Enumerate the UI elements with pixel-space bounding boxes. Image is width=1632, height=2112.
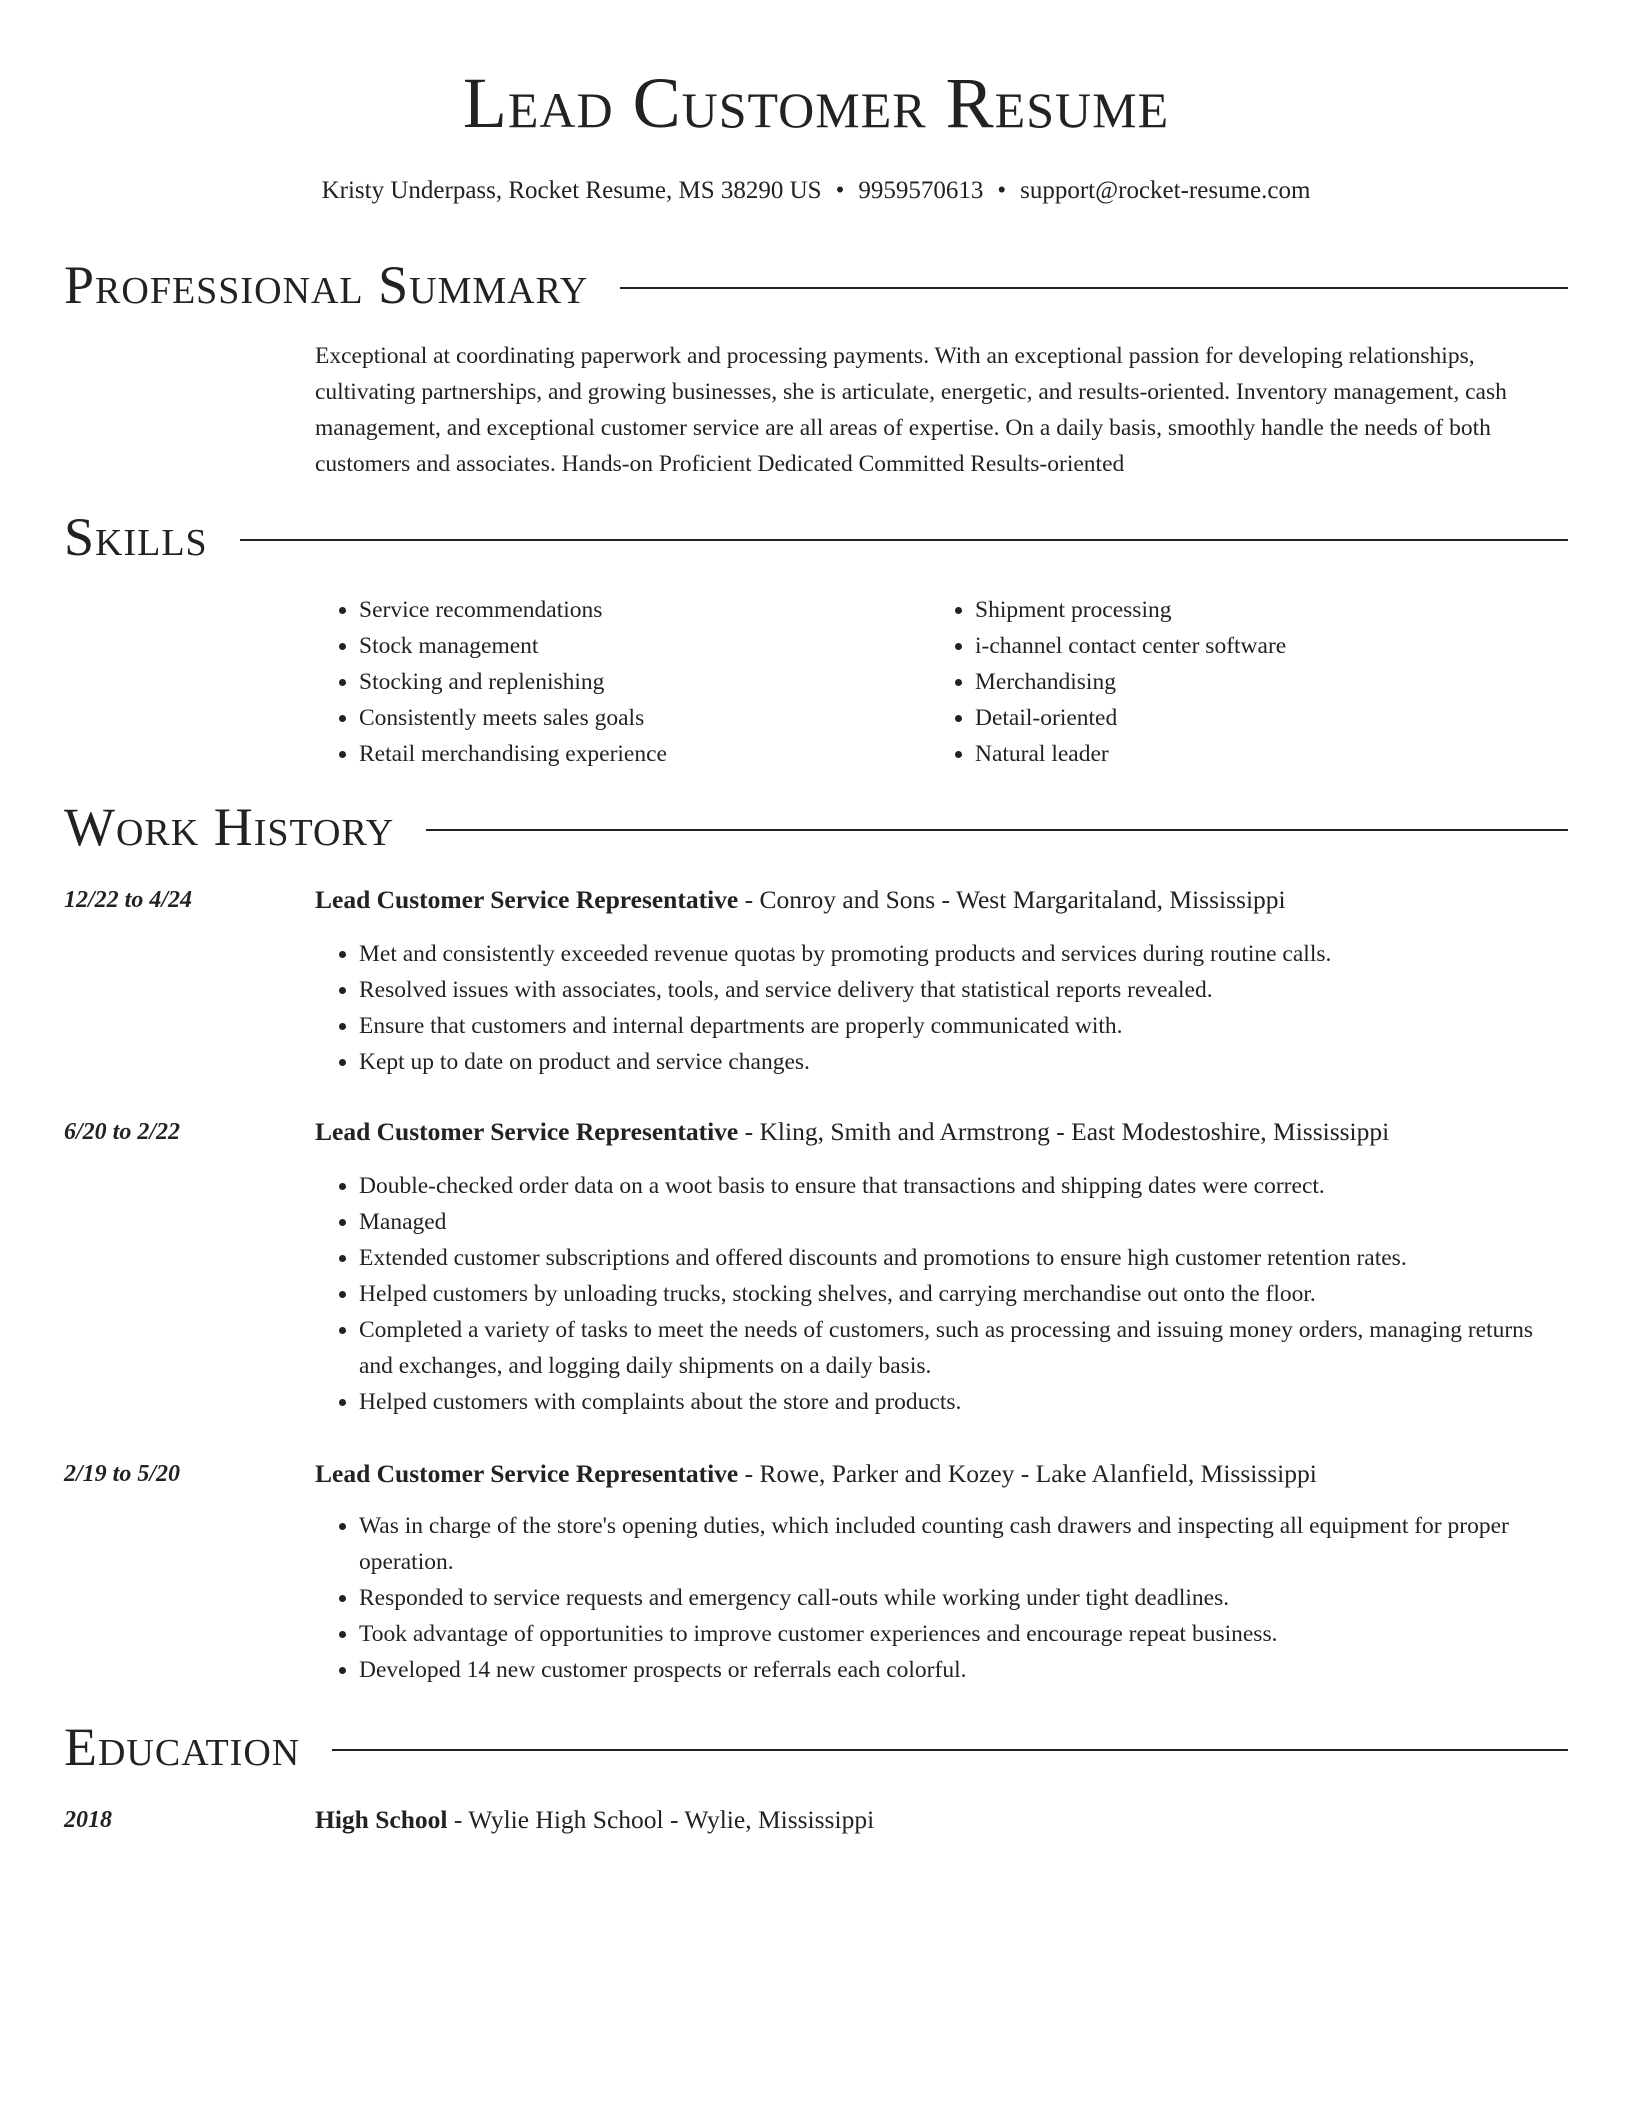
job-bullet: • Helped customers by unloading trucks, stocking shelves, and carrying merchandise out onto the floor. bbox=[359, 1276, 1568, 1312]
job-title: Lead Customer Service Representative bbox=[315, 1117, 739, 1146]
education-heading bbox=[315, 1802, 1568, 1838]
job-responsibilities bbox=[315, 1508, 1568, 1688]
education-year: 2018 bbox=[64, 1807, 112, 1833]
job-bullet: • Ensure that customers and internal departments are properly communicated with. bbox=[359, 1008, 1568, 1044]
skill-item: • Shipment processing bbox=[975, 592, 1511, 628]
section-title-work-history: Work History bbox=[64, 797, 395, 857]
section-divider bbox=[332, 1749, 1568, 1751]
section-header-skills bbox=[64, 502, 1568, 572]
contact-phone: 9959570613 bbox=[858, 177, 984, 204]
contact-address: Kristy Underpass, Rocket Resume, MS 38290 US bbox=[321, 177, 822, 204]
job-bullet-list bbox=[315, 1508, 1568, 1688]
job-bullet: • Managed bbox=[359, 1204, 1568, 1240]
job-employer-location: - Rowe, Parker and Kozey - Lake Alanfield, Mississippi bbox=[738, 1459, 1317, 1488]
contact-line bbox=[0, 174, 1632, 208]
job-title: Lead Customer Service Representative bbox=[315, 885, 739, 914]
job-bullet: • Helped customers with complaints about the store and products. bbox=[359, 1384, 1568, 1420]
job-bullet: • Was in charge of the store's opening duties, which included counting cash drawers and inspecting all equipment for proper operation. bbox=[359, 1508, 1568, 1580]
skill-item: • Merchandising bbox=[975, 664, 1511, 700]
section-header-work-history bbox=[64, 792, 1568, 862]
section-divider bbox=[620, 287, 1568, 289]
job-heading bbox=[315, 882, 1568, 918]
job-bullet: • Developed 14 new customer prospects or referrals each colorful. bbox=[359, 1652, 1568, 1688]
job-bullet: • Took advantage of opportunities to improve customer experiences and encourage repeat business. bbox=[359, 1616, 1568, 1652]
job-heading bbox=[315, 1456, 1568, 1492]
skill-item: • Retail merchandising experience bbox=[359, 736, 895, 772]
section-header-summary bbox=[64, 250, 1568, 320]
job-responsibilities bbox=[315, 936, 1568, 1080]
skills-column-right bbox=[931, 592, 1511, 772]
skill-item: • Consistently meets sales goals bbox=[359, 700, 895, 736]
job-bullet-list bbox=[315, 936, 1568, 1080]
skill-item: • i-channel contact center software bbox=[975, 628, 1511, 664]
skills-list-right bbox=[931, 592, 1511, 772]
job-bullet: • Double-checked order data on a woot basis to ensure that transactions and shipping dates were correct. bbox=[359, 1168, 1568, 1204]
job-bullet: • Completed a variety of tasks to meet the needs of customers, such as processing and issuing money orders, managing returns and exchanges, and logging daily shipments on a daily basis. bbox=[359, 1312, 1568, 1384]
section-divider bbox=[426, 829, 1568, 831]
job-dates: 2/19 to 5/20 bbox=[64, 1461, 181, 1487]
skill-item: • Stock management bbox=[359, 628, 895, 664]
job-bullet: • Resolved issues with associates, tools, and service delivery that statistical reports revealed. bbox=[359, 972, 1568, 1008]
job-responsibilities bbox=[315, 1168, 1568, 1420]
section-title-skills: Skills bbox=[64, 507, 208, 567]
job-bullet: • Kept up to date on product and service changes. bbox=[359, 1044, 1568, 1080]
job-bullet-list bbox=[315, 1168, 1568, 1420]
job-bullet: • Extended customer subscriptions and offered discounts and promotions to ensure high customer retention rates. bbox=[359, 1240, 1568, 1276]
section-title-summary: Professional Summary bbox=[64, 255, 589, 315]
contact-separator: • bbox=[835, 177, 845, 204]
education-school-location: - Wylie High School - Wylie, Mississippi bbox=[447, 1805, 875, 1834]
job-heading bbox=[315, 1114, 1568, 1150]
skill-item: • Service recommendations bbox=[359, 592, 895, 628]
section-title-education: Education bbox=[64, 1717, 301, 1777]
skill-item: • Stocking and replenishing bbox=[359, 664, 895, 700]
summary-text: Exceptional at coordinating paperwork and processing payments. With an exceptional passion for developing relationships, cultivating partnerships, and growing businesses, she is articulate, energetic, and results-oriented. Inventory management, cash management, and exceptional customer service are all areas of expertise. On a daily basis, smoothly handle the needs of both customers and associates. Hands-on Proficient Dedicated Committed Results-oriented bbox=[315, 343, 1507, 477]
contact-separator: • bbox=[997, 177, 1007, 204]
education-degree: High School bbox=[315, 1805, 448, 1834]
job-dates: 12/22 to 4/24 bbox=[64, 887, 193, 913]
skill-item: • Natural leader bbox=[975, 736, 1511, 772]
skill-item: • Detail-oriented bbox=[975, 700, 1511, 736]
skills-column-left bbox=[315, 592, 895, 772]
section-divider bbox=[240, 539, 1568, 541]
job-employer-location: - Conroy and Sons - West Margaritaland, Mississippi bbox=[738, 885, 1286, 914]
section-header-education bbox=[64, 1712, 1568, 1782]
job-bullet: • Met and consistently exceeded revenue quotas by promoting products and services during routine calls. bbox=[359, 936, 1568, 972]
job-dates: 6/20 to 2/22 bbox=[64, 1119, 181, 1145]
job-employer-location: - Kling, Smith and Armstrong - East Modestoshire, Mississippi bbox=[738, 1117, 1390, 1146]
job-title: Lead Customer Service Representative bbox=[315, 1459, 739, 1488]
job-bullet: • Responded to service requests and emergency call-outs while working under tight deadlines. bbox=[359, 1580, 1568, 1616]
resume-title: Lead Customer Resume bbox=[462, 63, 1170, 143]
contact-email: support@rocket-resume.com bbox=[1020, 177, 1311, 204]
skills-list-left bbox=[315, 592, 895, 772]
